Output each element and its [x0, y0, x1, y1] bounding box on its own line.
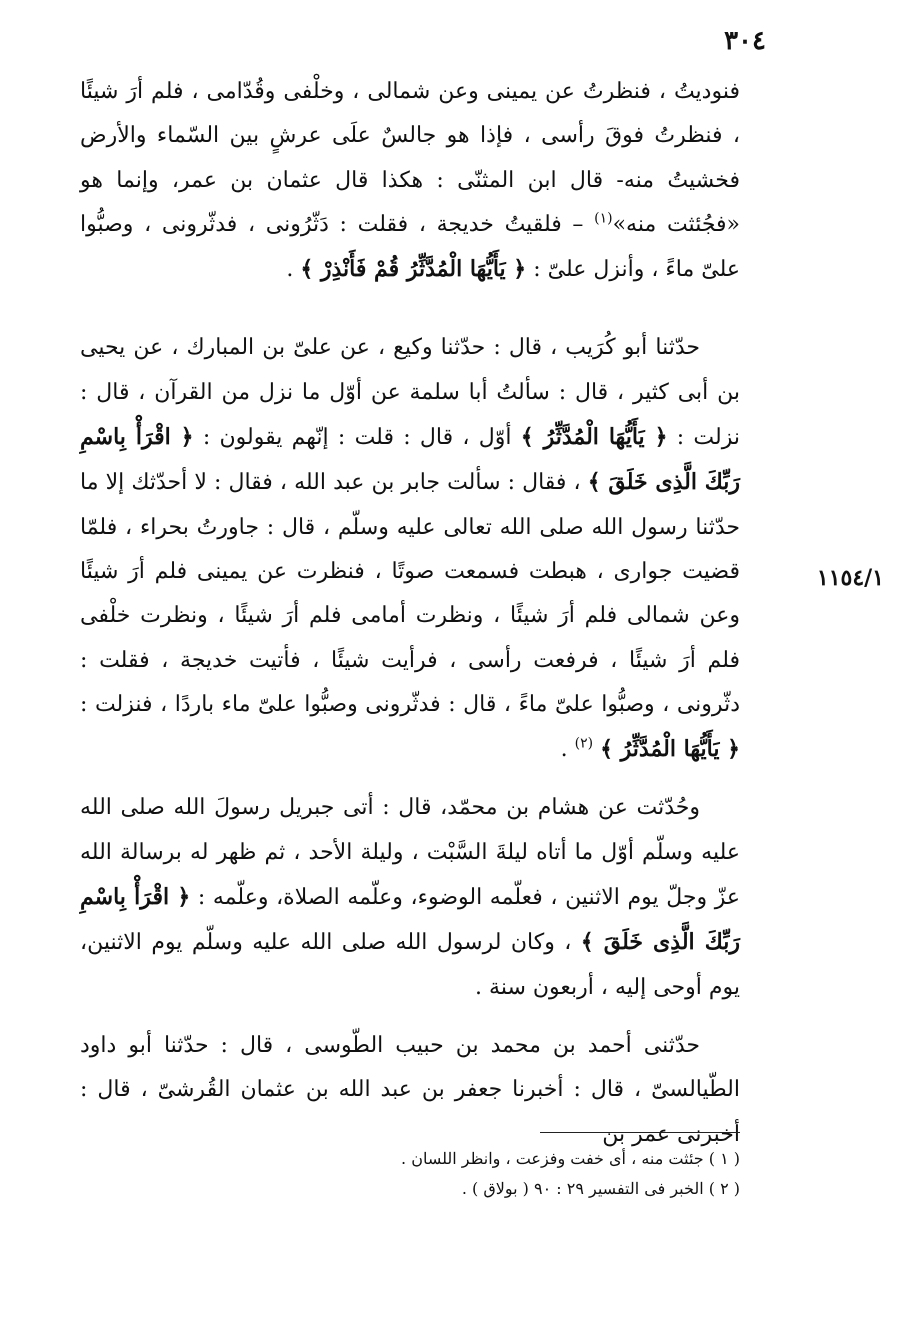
paragraph-1-text: فنوديتُ ، فنظرتُ عن يمينى وعن شمالى ، وخلْفى وقُدّامى ، فلم أرَ شيئًا ، فنظرتُ فوقَ رأسى ، فإذا هو جالسٌ علَى عرشٍ بين السّماء والأرض فخشيتُ منه- قال ابن المثنّى : هكذا قال عثمان بن عمر، وإنما هو «فجُئثت منه» [80, 79, 741, 237]
paragraph-2 [80, 326, 740, 772]
page-number: ٣٠٤ [724, 26, 766, 56]
footnote-divider [540, 1132, 740, 1133]
paragraph-4 [80, 1024, 740, 1157]
paragraph-2-text: حدّثنا أبو كُرَيب ، قال : حدّثنا وكيع ، عن علىّ بن المبارك ، عن يحيى بن أبى كثير ، قال : سألتُ أبا سلمة عن أوّل ما نزل من القرآن ، قال : نزلت : [80, 335, 740, 451]
paragraph-3-text: وحُدّثت عن هشام بن محمّد، قال : أتى جبريل رسولَ الله صلى الله عليه وسلّم أوّل ما أتاه ليلةَ السَّبْت ، وليلة الأحد ، ثم ظهر له برسالة الله عزّ وجلّ يوم الاثنين ، فعلّمه الوضوء، وعلّمه الصلاة، وعلّمه : [80, 795, 740, 911]
quran-verse: ﴿ اقْرَأْ بِاسْمِ رَبِّكَ الَّذِى خَلَقَ ﴾ [80, 424, 740, 496]
footnote-ref-1: (١) [594, 210, 613, 227]
quran-verse: ﴿ يَأَيُّهَا الْمُدَّثِّرُ ﴾ [520, 424, 668, 451]
paragraph-2-text-2: أوّل ، قال : قلت : إنّهم يقولون : [202, 425, 521, 451]
quran-verse: ﴿ يَأَيُّهَا الْمُدَّثِّرُ قُمْ فَأَنْذِرْ ﴾ [300, 256, 527, 283]
footnote-1: ( ١ ) جئثت منه ، أى خفت وفزعت ، وانظر اللسان . [401, 1149, 740, 1168]
footnote-ref-2: (٢) [574, 735, 594, 752]
paragraph-1-text-after: – فلقيتُ خديجة ، فقلت : دَثّرُونى ، فدثّرونى ، وصبُّوا علىّ ماءً ، وأنزل علىّ : [80, 211, 740, 283]
paragraph-4-text: حدّثنى أحمد بن محمد بن حبيب الطّوسى ، قال : حدّثنا أبو داود الطّيالسىّ ، قال : أخبرنا جعفر بن عبد الله بن عثمان القُرشىّ ، قال : أخبرنى عمر بن [80, 1032, 740, 1147]
main-text [80, 70, 740, 1157]
footnotes [80, 1144, 740, 1204]
paragraph-end: . [286, 257, 301, 283]
margin-reference: ١١٥٤/١ [816, 565, 884, 591]
footnote-2: ( ٢ ) الخبر فى التفسير ٢٩ : ٩٠ ( بولاق ) . [461, 1179, 740, 1198]
quran-verse: ﴿ يَأَيُّهَا الْمُدَّثِّرُ ﴾ [600, 736, 740, 763]
paragraph-1 [80, 70, 740, 292]
paragraph-3-text-2: ، وكان لرسول الله صلى الله عليه وسلّم يوم الاثنين، يوم أوحى إليه ، أربعون سنة . [80, 930, 740, 1000]
paragraph-3 [80, 786, 740, 1009]
paragraph-end: . [560, 737, 575, 763]
quran-verse: ﴿ اقْرَأْ بِاسْمِ رَبِّكَ الَّذِى خَلَقَ ﴾ [80, 884, 740, 956]
paragraph-2-text-3: ، فقال : سألت جابر بن عبد الله ، فقال : لا أحدّثك إلا ما حدّثنا رسول الله صلى الله تعالى عليه وسلّم ، قال : جاورتُ بحراء ، فلمّا قضيت جوارى ، هبطت فسمعت صوتًا ، فنظرت عن يمينى فلم أرَ شيئًا وعن شمالى فلم أرَ شيئًا ، ونظرت أمامى فلم أرَ شيئًا ، ونظرت خلْفى فلم أرَ شيئًا ، فرفعت رأسى ، فرأيت شيئًا ، فأتيت خديجة ، فقلت : دثّرونى ، وصبُّوا علىّ ماءً ، قال : فدثّرونى وصبُّوا علىّ ماء باردًا ، فنزلت : [80, 470, 740, 717]
